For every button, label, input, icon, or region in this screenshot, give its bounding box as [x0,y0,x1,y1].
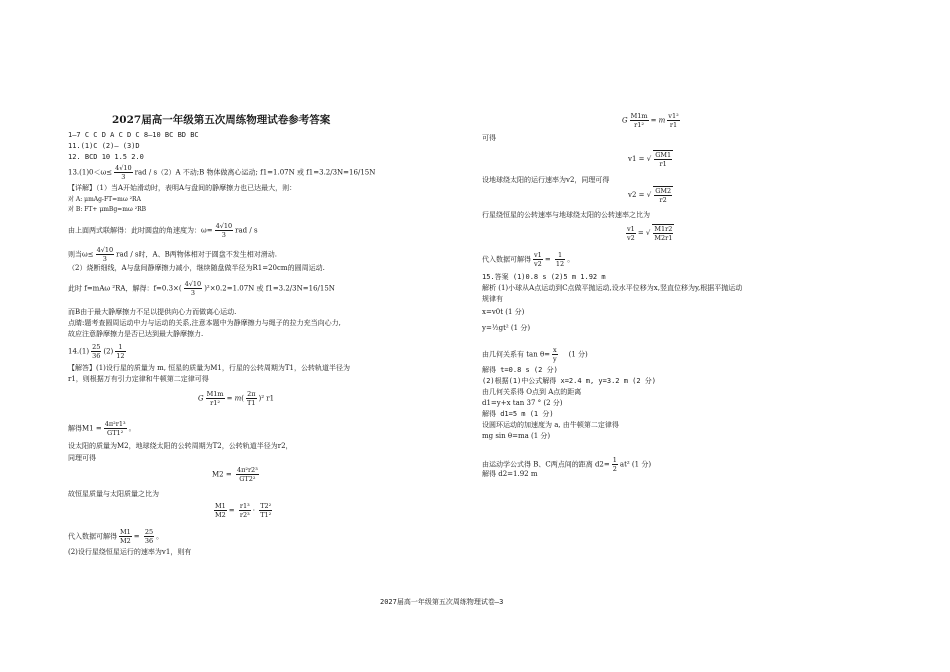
solution-line: 行星绕恒星的公转速率与地球绕太阳的公转速率之比为 [482,211,650,219]
omega-condition [68,246,277,263]
text: 由上面两式联解得：此时圆盘的角速度为：ω= [68,226,213,235]
text: )²×0.2=1.07N 或 f [204,284,269,293]
fraction: $\frac{4√10}{3}$ [215,222,233,239]
solution-line: 解得 t=0.8 s (2 分) [482,366,558,374]
v1-equation: v1 = √ $\frac{GM1}{r1}$ [628,151,672,168]
solution-line: (2)根据(1)中公式解得 x=2.4 m, y=3.2 m (2 分) [482,377,657,385]
text: 代入数据可解得 [68,532,117,541]
solution-line: r1，则根据万有引力定律和牛顿第二定律可得 [68,375,209,383]
tan-equation: 由几何关系有 tan θ= $\frac{x}{y}$ (1 分) [482,346,588,363]
solution-line: mg sin θ=ma (1 分) [482,432,551,440]
solution-line: 可得 [482,134,496,142]
text: 14.(1) [68,347,90,356]
answer-line-mc: 1—7 C C D A C D C 8—10 BC BD BC [68,131,199,139]
solution-line: 解得 d1=5 m (1 分) [482,410,554,418]
answer-line-11: 11.(1)C (2)— (3)D [68,142,140,150]
explain-line: 【详解】（1）当A开始滑动时，表明A与盘间的静摩擦力也已达最大，则： [68,184,297,192]
ratio-equation: $\frac{M1}{M2}$ = $\frac{\text{r1³}}{\text{r2³}}$ · $\frac{\text{T2²}}{\text{T1²}}$ [215,502,272,519]
text: rad / s（2）A 不动;B 物体做离心运动; f [134,168,263,177]
solution-line: y=½gt² (1 分) [482,324,531,332]
distance-equation: 由运动学公式得 B、C两点间的距离 d2= $\frac{1}{2}$ at² (1 分) [482,456,652,473]
text: =1.07N 或 f [267,168,309,177]
fraction: $\frac{\text{4π²r1³}}{\text{GT1²}}$ [104,420,126,437]
solution-line: 设地球绕太阳的运行速率为v2，同理可得 [482,176,610,184]
text: 由运动学公式得 B、C两点间的距离 d2= [482,460,610,469]
text: at² (1 分) [619,460,652,469]
text: (1 分) [568,350,588,359]
mass-result: 解得M1 = $\frac{\text{4π²r1³}}{\text{GT1²}}$ 。 [68,420,136,437]
gravitation-equation: G $\frac{M1m}{\text{r1²}}$ = m( $\frac{2\pi}{T1}$ )² r1 [198,390,275,407]
velocity-equation: G $\frac{M1m}{\text{r1²}}$ = m $\frac{\text{v1²}}{r1}$ [622,112,679,129]
solution-line: (2)设行星绕恒星运行的速率为v1，则有 [68,548,192,556]
ratio-result: 代入数据可解得 $\frac{M1}{M2}$ = $\frac{25}{36}$ 。 [68,528,164,545]
sun-mass-equation: M2 = $\frac{\text{4π²r2³}}{\text{GT2²}}$ [212,466,258,483]
v-ratio-result: 代入数据可解得 $\frac{v1}{v2}$ = $\frac{1}{12}$ 。 [482,251,575,268]
text: =3.2/3N=16/15N [272,284,335,293]
fraction: $\frac{1}{12}$ [116,343,125,360]
explain-line-3: 而B由于最大静摩擦力不足以提供向心力而做离心运动. [68,308,237,316]
text: 代入数据可解得 [482,255,531,264]
answer-15: 15.答案 (1)0.8 s (2)5 m 1.92 m [482,273,606,281]
answer-line-12: 12. BCD 10 1.5 2.0 [68,153,144,161]
fraction: $\frac{4√10}{3}$ [184,280,202,297]
fraction: $\frac{4√10}{3}$ [96,246,114,263]
friction-result: 此时 f=mAω ²RA，解得：f=0.3×( $\frac{4√10}{3}$ )²×0.2=1.07N 或 f1=3.2/3N=16/15N [68,280,335,297]
answer-14: 14.(1) $\frac{25}{36}$ (2) $\frac{1}{12}$ [68,343,125,360]
solution-line: x=v0t (1 分) [482,308,525,316]
v2-equation: v2 = √ $\frac{GM2}{r2}$ [628,187,672,204]
page-title: 2027届高一年级第五次周练物理试卷参考答案 [112,114,331,126]
solution-line: 故恒星质量与太阳质量之比为 [68,490,159,498]
solution-line: 解得 d2=1.92 m [482,470,538,478]
fraction: $\frac{4√10}{3}$ [115,164,132,181]
solution-line: 【解答】(1)设行星的质量为 m, 恒星的质量为M1，行星的公转周期为T1，公转轨道半径为 [68,364,350,372]
text: rad / s时，A、B两物体相对于圆盘不发生相对滑动. [116,250,277,259]
answer-line-13: 13.(1)0＜ω≤ $\frac{4√10}{3}$ rad / s（2）A 不动;B 物体做离心运动; f1=1.07N 或 f1=3.2/3N=16/15N [68,164,376,181]
omega-result [68,222,258,239]
solution-line: 由几何关系得 O点到 A点的距离 [482,388,582,396]
v-ratio-equation: $\frac{v1}{v2}$ = √ $\frac{M1r2}{M2r1}$ [627,224,673,242]
text: 此时 f=mAω ²RA，解得：f=0.3×( [68,284,182,293]
text: rad / s [235,226,258,235]
note-line-1: 点睛:题考查圆周运动中力与运动的关系,注意本题中为静摩擦力与绳子的拉力充当向心力, [68,319,341,327]
text: 由几何关系有 tan θ= [482,350,551,359]
fraction: $\frac{25}{36}$ [92,343,101,360]
solution-line: 设太阳的质量为M2，地球绕太阳的公转周期为T2，公转轨道半径为r2， [68,442,293,450]
solution-line: 同理可得 [68,454,96,462]
explain-line-2: （2）烧断细线，A与盘间静摩擦力减小，继续随盘做半径为R1=20cm的圆周运动. [68,264,325,272]
text: =3.2/3N=16/15N [313,168,376,177]
equation-a: 对 A: μmAg-FT=mω ²RA [68,196,141,203]
text: 解得M1 = [68,424,102,433]
solution-line: 规律有 [482,295,503,303]
text: 13.(1)0＜ω≤ [68,168,113,177]
equation-b: 对 B: FT+ μmBg=mω ²RB [68,206,147,213]
note-line-2: 故应注意静摩擦力是否已达到最大静摩擦力. [68,330,204,338]
page-footer: 2027届高一年级第五次周练物理试卷—3 [380,598,504,606]
solution-line: d1=y+x tan 37 ° (2 分) [482,399,563,407]
text: 则当ω≤ [68,250,94,259]
solution-line: 设圆环运动的加速度为 a, 由牛顿第二定律得 [482,421,619,429]
solution-line: 解析 (1)小球从A点运动到C点做平抛运动,设水平位移为x,竖直位移为y,根据平抛运动 [482,284,743,292]
